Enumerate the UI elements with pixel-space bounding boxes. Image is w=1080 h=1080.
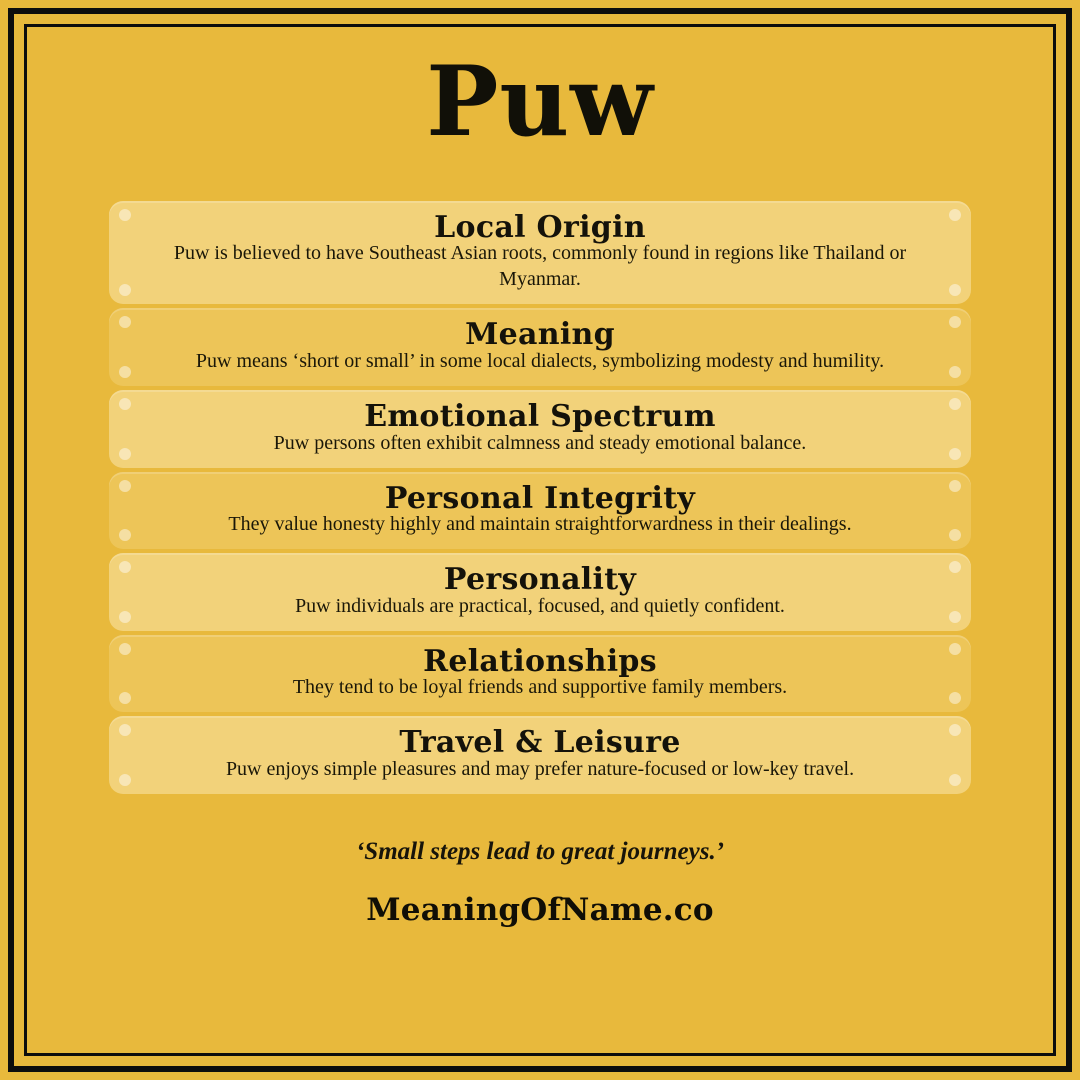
section-card [109,635,971,713]
corner-dot-icon [949,284,961,296]
section-card [109,201,971,305]
corner-dot-icon [119,774,131,786]
poster-content [40,34,1040,1046]
footer-brand: MeaningOfName.co [366,891,714,928]
corner-dot-icon [119,529,131,541]
corner-dot-icon [119,398,131,410]
corner-dot-icon [949,611,961,623]
corner-dot-icon [119,643,131,655]
section-body: Puw enjoys simple pleasures and may prefer nature-focused or low-key travel. [225,757,855,780]
section-body: They value honesty highly and maintain straightforwardness in their dealings. [228,513,852,536]
section-heading: Personality [443,562,637,598]
section-body: Puw individuals are practical, focused, and quietly confident. [295,594,785,617]
corner-dot-icon [119,561,131,573]
section-card [109,390,971,468]
section-heading: Emotional Spectrum [364,398,716,434]
corner-dot-icon [119,316,131,328]
corner-dot-icon [119,448,131,460]
corner-dot-icon [949,480,961,492]
corner-dot-icon [119,724,131,736]
corner-dot-icon [119,209,131,221]
section-heading: Meaning [465,317,615,353]
section-card [109,553,971,631]
corner-dot-icon [119,611,131,623]
corner-dot-icon [949,643,961,655]
corner-dot-icon [119,692,131,704]
corner-dot-icon [949,366,961,378]
section-card [109,308,971,386]
corner-dot-icon [119,480,131,492]
section-heading: Relationships [423,643,657,679]
corner-dot-icon [949,448,961,460]
section-card [109,472,971,550]
section-heading: Travel & Leisure [399,725,681,761]
footer [40,838,1040,928]
corner-dot-icon [949,724,961,736]
corner-dot-icon [949,209,961,221]
corner-dot-icon [949,774,961,786]
section-heading: Local Origin [434,209,646,245]
corner-dot-icon [119,366,131,378]
section-body: Puw means ‘short or small’ in some local dialects, symbolizing modesty and humility. [195,349,885,372]
page-title: Puw [426,45,654,158]
corner-dot-icon [119,284,131,296]
corner-dot-icon [949,692,961,704]
corner-dot-icon [949,316,961,328]
footer-quote: ‘Small steps lead to great journeys.’ [355,837,725,865]
section-body: Puw is believed to have Southeast Asian roots, commonly found in regions like Thailand or Myanmar. [173,242,907,291]
section-body: They tend to be loyal friends and supportive family members. [292,676,788,699]
section-list [40,201,1040,794]
section-heading: Personal Integrity [384,480,696,516]
corner-dot-icon [949,529,961,541]
corner-dot-icon [949,561,961,573]
section-body: Puw persons often exhibit calmness and steady emotional balance. [273,431,807,454]
corner-dot-icon [949,398,961,410]
section-card [109,716,971,794]
